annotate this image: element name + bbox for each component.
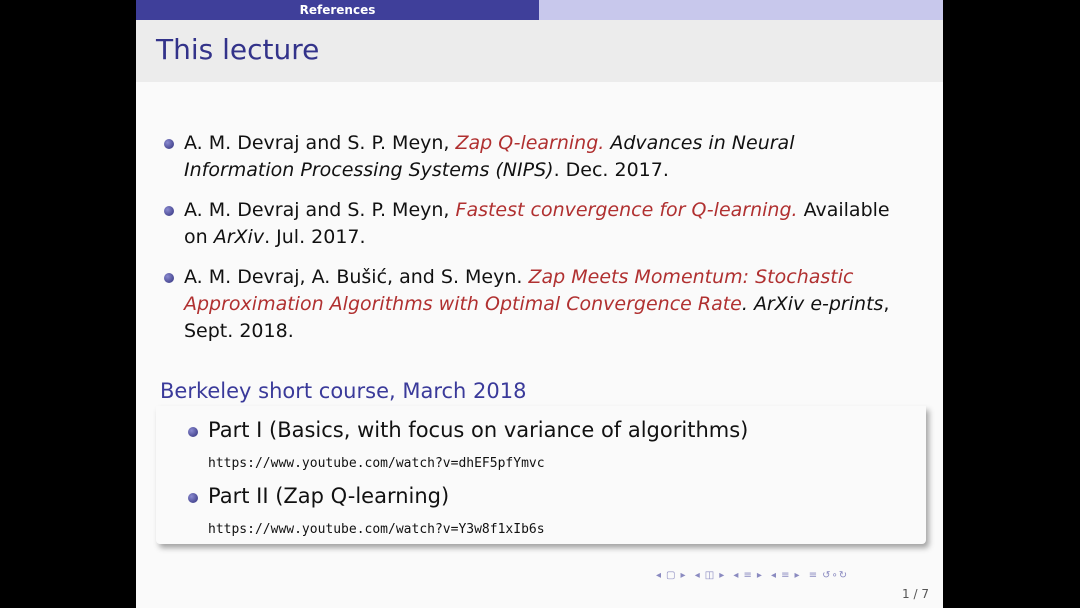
course-part-label: Part I (Basics, with focus on variance of algorithms) [208, 418, 749, 442]
ref-venue-pre: Available on [184, 199, 890, 248]
ref-title-link[interactable]: Zap Q-learning. [455, 132, 605, 154]
part-next-icon[interactable]: ▸ [794, 570, 801, 581]
course-part-item [188, 418, 748, 442]
reference-list [160, 130, 910, 358]
search-icon[interactable]: ↺∘↻ [822, 570, 849, 581]
ref-title-link[interactable]: Fastest convergence for Q-learning. [455, 199, 798, 221]
section-title[interactable]: References [299, 3, 376, 17]
ref-date: . Jul. 2017. [264, 226, 366, 248]
part-icon[interactable]: ≡ [781, 570, 791, 581]
ref-authors: A. M. Devraj and S. P. Meyn, [184, 199, 456, 221]
section-icon[interactable]: ≡ [743, 570, 753, 581]
bullet-icon [188, 427, 198, 437]
subsection-next-icon[interactable]: ▸ [719, 570, 726, 581]
subsection-prev-icon[interactable]: ◂ [694, 570, 701, 581]
bullet-icon [164, 273, 174, 283]
bullet-icon [188, 493, 198, 503]
ref-venue: Advances in Neural Information Processing Systems (NIPS) [184, 132, 795, 181]
subsection-icon[interactable]: ◫ [704, 570, 716, 581]
reference-item [160, 264, 910, 345]
part-prev-icon[interactable]: ◂ [771, 570, 778, 581]
course-part-url[interactable]: https://www.youtube.com/watch?v=Y3w8f1xIb6s [208, 522, 545, 537]
ref-date: , Sept. 2018. [184, 293, 890, 342]
bullet-icon [164, 206, 174, 216]
section-prev-icon[interactable]: ◂ [733, 570, 740, 581]
slide [136, 0, 943, 608]
course-block-title: Berkeley short course, March 2018 [160, 379, 527, 403]
align-icon[interactable]: ≡ [808, 570, 819, 581]
course-part-label: Part II (Zap Q-learning) [208, 484, 450, 508]
frame-icon[interactable]: ▢ [666, 570, 677, 581]
bullet-icon [164, 139, 174, 149]
ref-authors: A. M. Devraj, A. Bušić, and S. Meyn. [184, 266, 529, 288]
course-part-url[interactable]: https://www.youtube.com/watch?v=dhEF5pfYmvc [208, 456, 545, 471]
ref-date: . Dec. 2017. [553, 159, 669, 181]
frame-next-icon[interactable]: ▸ [680, 570, 687, 581]
ref-authors: A. M. Devraj and S. P. Meyn, [184, 132, 456, 154]
reference-item [160, 130, 910, 184]
page-number: 1 / 7 [902, 587, 929, 601]
section-next-icon[interactable]: ▸ [756, 570, 763, 581]
reference-item [160, 197, 910, 251]
ref-venue: . ArXiv e-prints [741, 293, 884, 315]
course-part-item [188, 484, 449, 508]
ref-venue: ArXiv [213, 226, 265, 248]
slide-title: This lecture [156, 33, 320, 66]
beamer-navigation [656, 570, 852, 581]
ref-title-link[interactable]: Zap Meets Momentum: Stochastic Approximation Algorithms with Optimal Convergence Rate [184, 266, 854, 315]
header-bar [136, 0, 943, 20]
frame-prev-icon[interactable]: ◂ [656, 570, 663, 581]
